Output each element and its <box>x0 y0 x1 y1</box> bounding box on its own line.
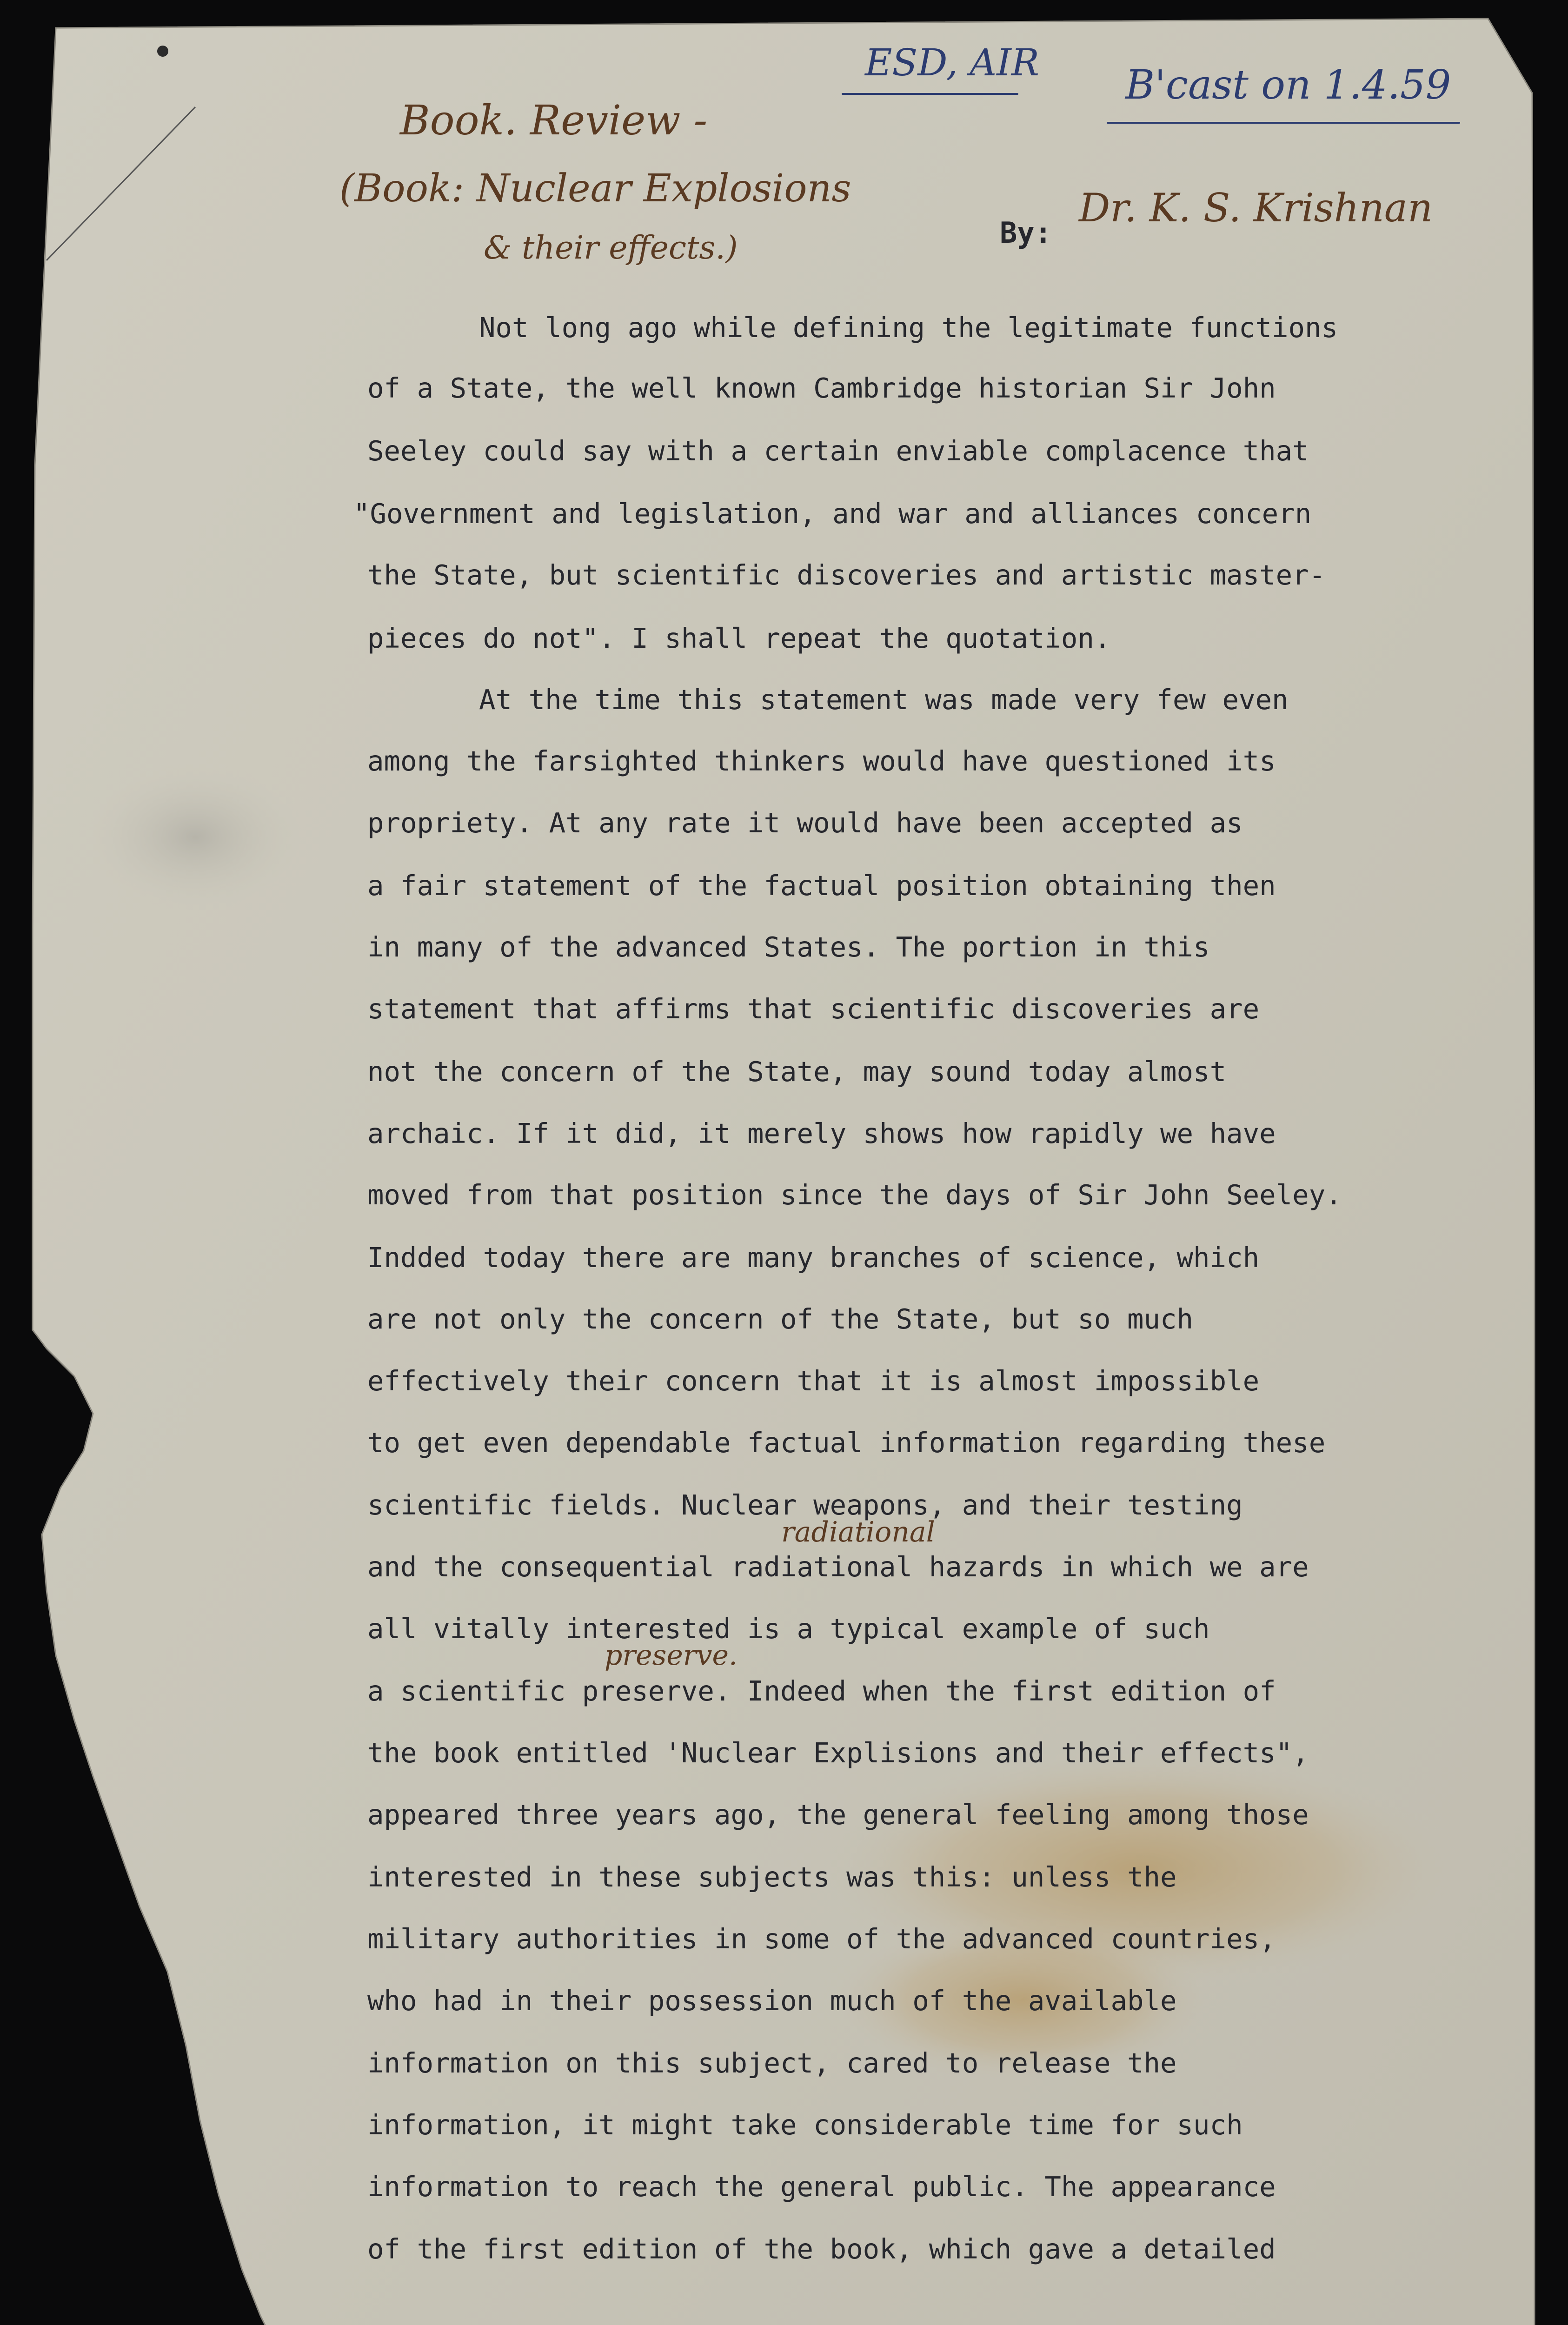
broadcast-date-underline <box>1107 122 1460 124</box>
pin-hole <box>157 46 168 57</box>
review-annotation-line2: (Book: Nuclear Explosions <box>339 166 851 211</box>
text-line: statement that affirms that scientific discoveries are <box>367 993 1260 1025</box>
review-annotation-line1: Book. Review - <box>400 96 708 144</box>
byline-author: Dr. K. S. Krishnan <box>1079 185 1433 231</box>
review-annotation-line3: & their effects.) <box>484 230 738 266</box>
text-line: not the concern of the State, may sound today almost <box>367 1056 1227 1088</box>
text-line: who had in their possession much of the available <box>367 1985 1177 2017</box>
text-line: a fair statement of the factual position obtaining then <box>367 870 1276 902</box>
text-line: are not only the concern of the State, but so much <box>367 1303 1194 1335</box>
text-line: propriety. At any rate it would have been accepted as <box>367 807 1243 839</box>
text-line: among the farsighted thinkers would have questioned its <box>367 745 1276 777</box>
text-line: information on this subject, cared to release the <box>367 2047 1177 2079</box>
text-line: in many of the advanced States. The portion in this <box>367 931 1210 963</box>
text-line: information, it might take considerable time for such <box>367 2109 1243 2141</box>
text-line: to get even dependable factual information regarding these <box>367 1427 1326 1459</box>
text-line: archaic. If it did, it merely shows how rapidly we have <box>367 1117 1276 1149</box>
text-line: Seeley could say with a certain enviable complacence that <box>367 435 1309 467</box>
text-line: interested in these subjects was this: unless the <box>367 1861 1177 1893</box>
text-line: all vitally interested is a typical example of such <box>367 1613 1210 1645</box>
text-line: the State, but scientific discoveries and artistic master- <box>367 559 1326 591</box>
text-line: the book entitled 'Nuclear Explisions and their effects", <box>367 1737 1309 1769</box>
broadcast-date-annotation: B'cast on 1.4.59 <box>1125 62 1451 108</box>
paper-body <box>33 19 1535 2325</box>
text-line: Indded today there are many branches of science, which <box>367 1242 1260 1274</box>
text-line: appeared three years ago, the general feeling among those <box>367 1799 1309 1831</box>
text-line: military authorities in some of the advanced countries, <box>367 1923 1276 1955</box>
text-line: a scientific preserve. Indeed when the first edition of <box>367 1675 1276 1707</box>
text-line: of a State, the well known Cambridge historian Sir John <box>367 372 1276 404</box>
esd-air-annotation: ESD, AIR <box>865 41 1039 84</box>
esd-air-underline <box>842 93 1018 95</box>
text-line: Not long ago while defining the legitimate functions <box>479 312 1338 344</box>
text-line: At the time this statement was made very few even <box>479 684 1289 716</box>
text-line: and the consequential radiational hazards in which we are <box>367 1551 1309 1583</box>
interlinear-correction-radiational: radiational <box>781 1516 935 1548</box>
smudge <box>84 763 307 911</box>
text-line: moved from that position since the days of Sir John Seeley. <box>367 1179 1342 1211</box>
text-line: pieces do not". I shall repeat the quotation. <box>367 622 1111 654</box>
text-line: "Government and legislation, and war and alliances concern <box>353 498 1312 530</box>
text-line: information to reach the general public. The appearance <box>367 2171 1276 2203</box>
interlinear-correction-preserve: preserve. <box>605 1639 738 1672</box>
text-line: effectively their concern that it is almost impossible <box>367 1365 1260 1397</box>
text-line: of the first edition of the book, which gave a detailed <box>367 2233 1276 2265</box>
byline-label: By: <box>1000 216 1052 250</box>
text-line: scientific fields. Nuclear weapons, and their testing <box>367 1489 1243 1521</box>
